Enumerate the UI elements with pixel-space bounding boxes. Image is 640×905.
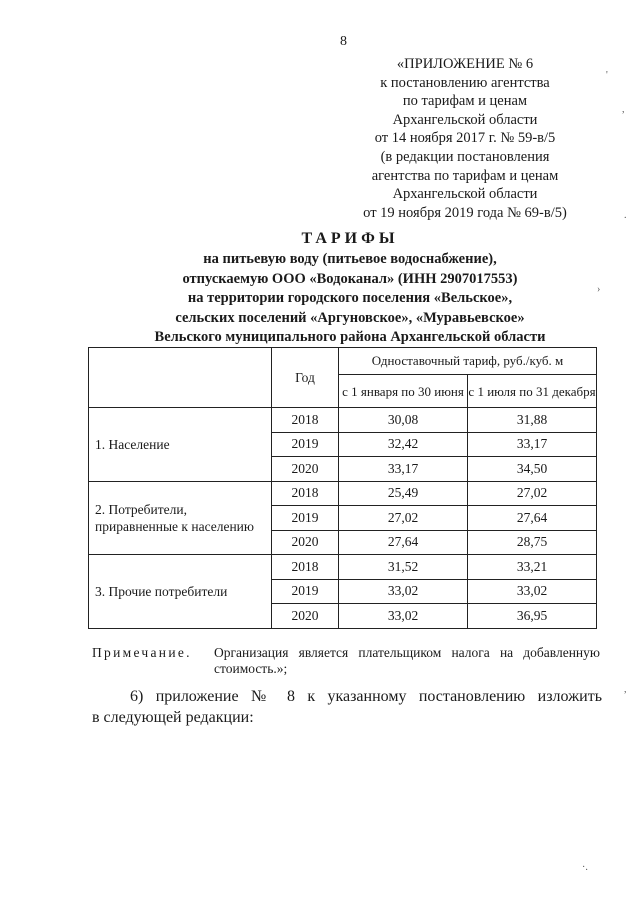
year-cell: 2018 — [272, 481, 339, 506]
tariff-h1-cell: 33,17 — [339, 457, 468, 482]
appendix-line: (в редакции постановления — [380, 148, 550, 165]
tariff-h1-cell: 25,49 — [339, 481, 468, 506]
appendix-line: Архангельской области — [392, 186, 538, 203]
note-text-continued: стоимость.»; — [214, 661, 288, 676]
tariff-h2-cell: 31,88 — [468, 408, 597, 433]
year-cell: 2020 — [272, 604, 339, 629]
tariff-h2-cell: 28,75 — [468, 530, 597, 555]
category-cell: 3. Прочие потребители — [89, 555, 272, 629]
tariff-h1-cell: 33,02 — [339, 604, 468, 629]
scan-speck: , — [624, 684, 627, 695]
title-line: сельских поселений «Аргуновское», «Муравьевское» — [175, 309, 525, 326]
tariff-h2-cell: 33,21 — [468, 555, 597, 580]
year-cell: 2020 — [272, 530, 339, 555]
header-period-2: с 1 июля по 31 декабря — [468, 375, 597, 408]
title-line: на территории городского поселения «Вельское», — [187, 290, 513, 306]
appendix-line: к постановлению агентства — [380, 74, 550, 91]
tariff-h1-cell: 27,64 — [339, 530, 468, 555]
title-line: отпускаемую ООО «Водоканал» (ИНН 2907017553) — [182, 270, 518, 287]
appendix-line: от 19 ноября 2019 года № 69-в/5) — [363, 204, 567, 221]
document-title — [90, 228, 610, 348]
appendix-line: от 14 ноября 2017 г. № 59-в/5 — [374, 130, 556, 147]
note-text: Организация является плательщиком налога на добавленную — [214, 645, 600, 660]
header-period-1: с 1 января по 30 июня — [339, 375, 468, 408]
tariff-h1-cell: 30,08 — [339, 408, 468, 433]
paragraph-line: 6) приложение № 8 к указанному постановлению изложить — [130, 688, 602, 705]
tariff-h2-cell: 27,02 — [468, 481, 597, 506]
title-line: на питьевую воду (питьевое водоснабжение), — [203, 251, 497, 267]
paragraph-line: в следующей редакции: — [92, 709, 254, 726]
table-header-row — [89, 348, 597, 375]
tariff-h1-cell: 31,52 — [339, 555, 468, 580]
tariff-h2-cell: 33,02 — [468, 579, 597, 604]
header-tariff: Одноставочный тариф, руб./куб. м — [339, 348, 597, 375]
year-cell: 2019 — [272, 432, 339, 457]
scan-speck: › — [597, 284, 601, 295]
tariff-h1-cell: 32,42 — [339, 432, 468, 457]
appendix-header — [355, 55, 575, 222]
appendix-line: агентства по тарифам и ценам — [371, 167, 559, 184]
tariff-h2-cell: 27,64 — [468, 506, 597, 531]
tariff-h1-cell: 27,02 — [339, 506, 468, 531]
title-main: ТАРИФЫ — [301, 230, 399, 247]
appendix-line: Архангельской области — [392, 111, 538, 128]
category-cell: 2. Потребители, приравненные к населению — [89, 481, 272, 555]
tariff-table — [88, 347, 597, 629]
scan-speck: . — [624, 210, 627, 221]
appendix-line: по тарифам и ценам — [402, 93, 528, 110]
amendment-paragraph — [92, 686, 602, 728]
scan-speck: ' — [606, 70, 608, 81]
tariff-h2-cell: 36,95 — [468, 604, 597, 629]
appendix-line: «ПРИЛОЖЕНИЕ № 6 — [396, 56, 534, 72]
table-note — [92, 645, 600, 677]
year-cell: 2018 — [272, 555, 339, 580]
table-row — [89, 555, 597, 580]
tariff-h1-cell: 33,02 — [339, 579, 468, 604]
category-cell: 1. Население — [89, 408, 272, 482]
scan-speck: , — [622, 104, 625, 115]
scan-speck: ·. — [582, 862, 588, 873]
table-row — [89, 481, 597, 506]
tariff-h2-cell: 34,50 — [468, 457, 597, 482]
year-cell: 2020 — [272, 457, 339, 482]
note-label: Примечание. — [92, 645, 192, 660]
year-cell: 2019 — [272, 579, 339, 604]
title-line: Вельского муниципального района Архангельской области — [154, 329, 546, 345]
table-row — [89, 408, 597, 433]
header-empty-cell — [89, 348, 272, 408]
year-cell: 2018 — [272, 408, 339, 433]
tariff-h2-cell: 33,17 — [468, 432, 597, 457]
page-number: 8 — [340, 34, 347, 49]
year-cell: 2019 — [272, 506, 339, 531]
header-year: Год — [272, 348, 339, 408]
